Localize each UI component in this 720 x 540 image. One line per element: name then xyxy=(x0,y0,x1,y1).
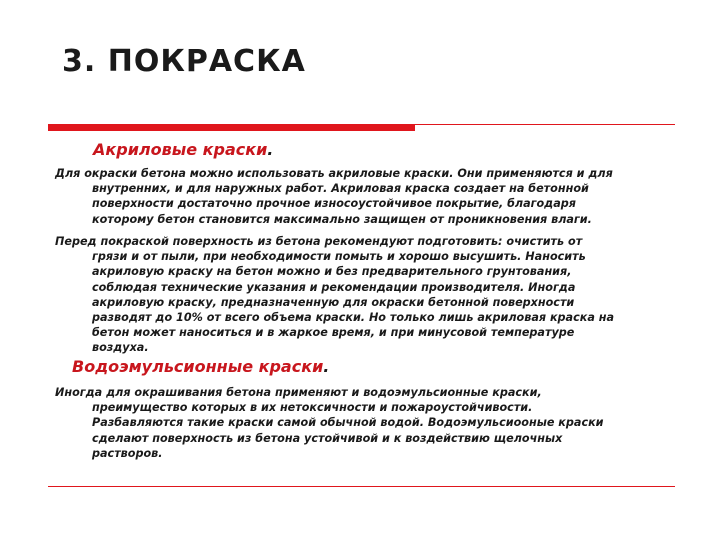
paragraph-line: соблюдая технические указания и рекомендации производителя. Иногда xyxy=(92,280,576,294)
paragraph-acrylic-preparation xyxy=(55,234,670,356)
paragraph-line: акриловую краску, предназначенную для окраски бетонной поверхности xyxy=(92,295,575,309)
paragraph-acrylic-intro xyxy=(55,166,670,227)
paragraph-line: сделают поверхность из бетона устойчивой и к воздействию щелочных xyxy=(92,431,563,445)
section-heading-water-based-dot: . xyxy=(323,357,330,376)
paragraph-line: которому бетон становится максимально защищен от проникновения влаги. xyxy=(92,212,592,226)
footer-divider xyxy=(48,486,675,487)
paragraph-line: Для окраски бетона можно использовать акриловые краски. Они применяются и для xyxy=(55,167,613,180)
paragraph-line: Иногда для окрашивания бетона применяют и водоэмульсионные краски, xyxy=(55,386,542,399)
section-heading-water-based-text: Водоэмульсионные краски xyxy=(72,357,324,376)
paragraph-line: воздуха. xyxy=(92,341,149,355)
paragraph-line: бетон может наноситься и в жаркое время, и при минусовой температуре xyxy=(92,326,575,340)
section-heading-acrylic-text: Акриловые краски xyxy=(93,140,268,159)
paragraph-line: акриловую краску на бетон можно и без предварительного грунтования, xyxy=(92,265,572,279)
title-underline-thick xyxy=(48,124,415,131)
page-title: 3. ПОКРАСКА xyxy=(62,44,306,79)
paragraph-line: разводят до 10% от всего объема краски. Но только лишь акриловая краска на xyxy=(92,311,615,325)
section-heading-acrylic xyxy=(93,140,273,159)
paragraph-line: поверхности достаточно прочное износоустойчивое покрытие, благодаря xyxy=(92,197,576,211)
paragraph-line: Разбавляются такие краски самой обычной водой. Водоэмульсиооные краски xyxy=(92,416,604,430)
paragraph-water-based xyxy=(55,385,670,461)
paragraph-line: преимущество которых в их нетоксичности и пожароустойчивости. xyxy=(92,401,533,415)
paragraph-line: растворов. xyxy=(92,446,163,460)
title-underline-thin xyxy=(415,124,675,125)
paragraph-line: внутренних, и для наружных работ. Акриловая краска создает на бетонной xyxy=(92,182,589,196)
paragraph-line: грязи и от пыли, при необходимости помыть и хорошо высушить. Наносить xyxy=(92,250,586,264)
section-heading-acrylic-dot: . xyxy=(267,140,274,159)
paragraph-line: Перед покраской поверхность из бетона рекомендуют подготовить: очистить от xyxy=(55,235,583,248)
section-heading-water-based xyxy=(72,357,329,376)
